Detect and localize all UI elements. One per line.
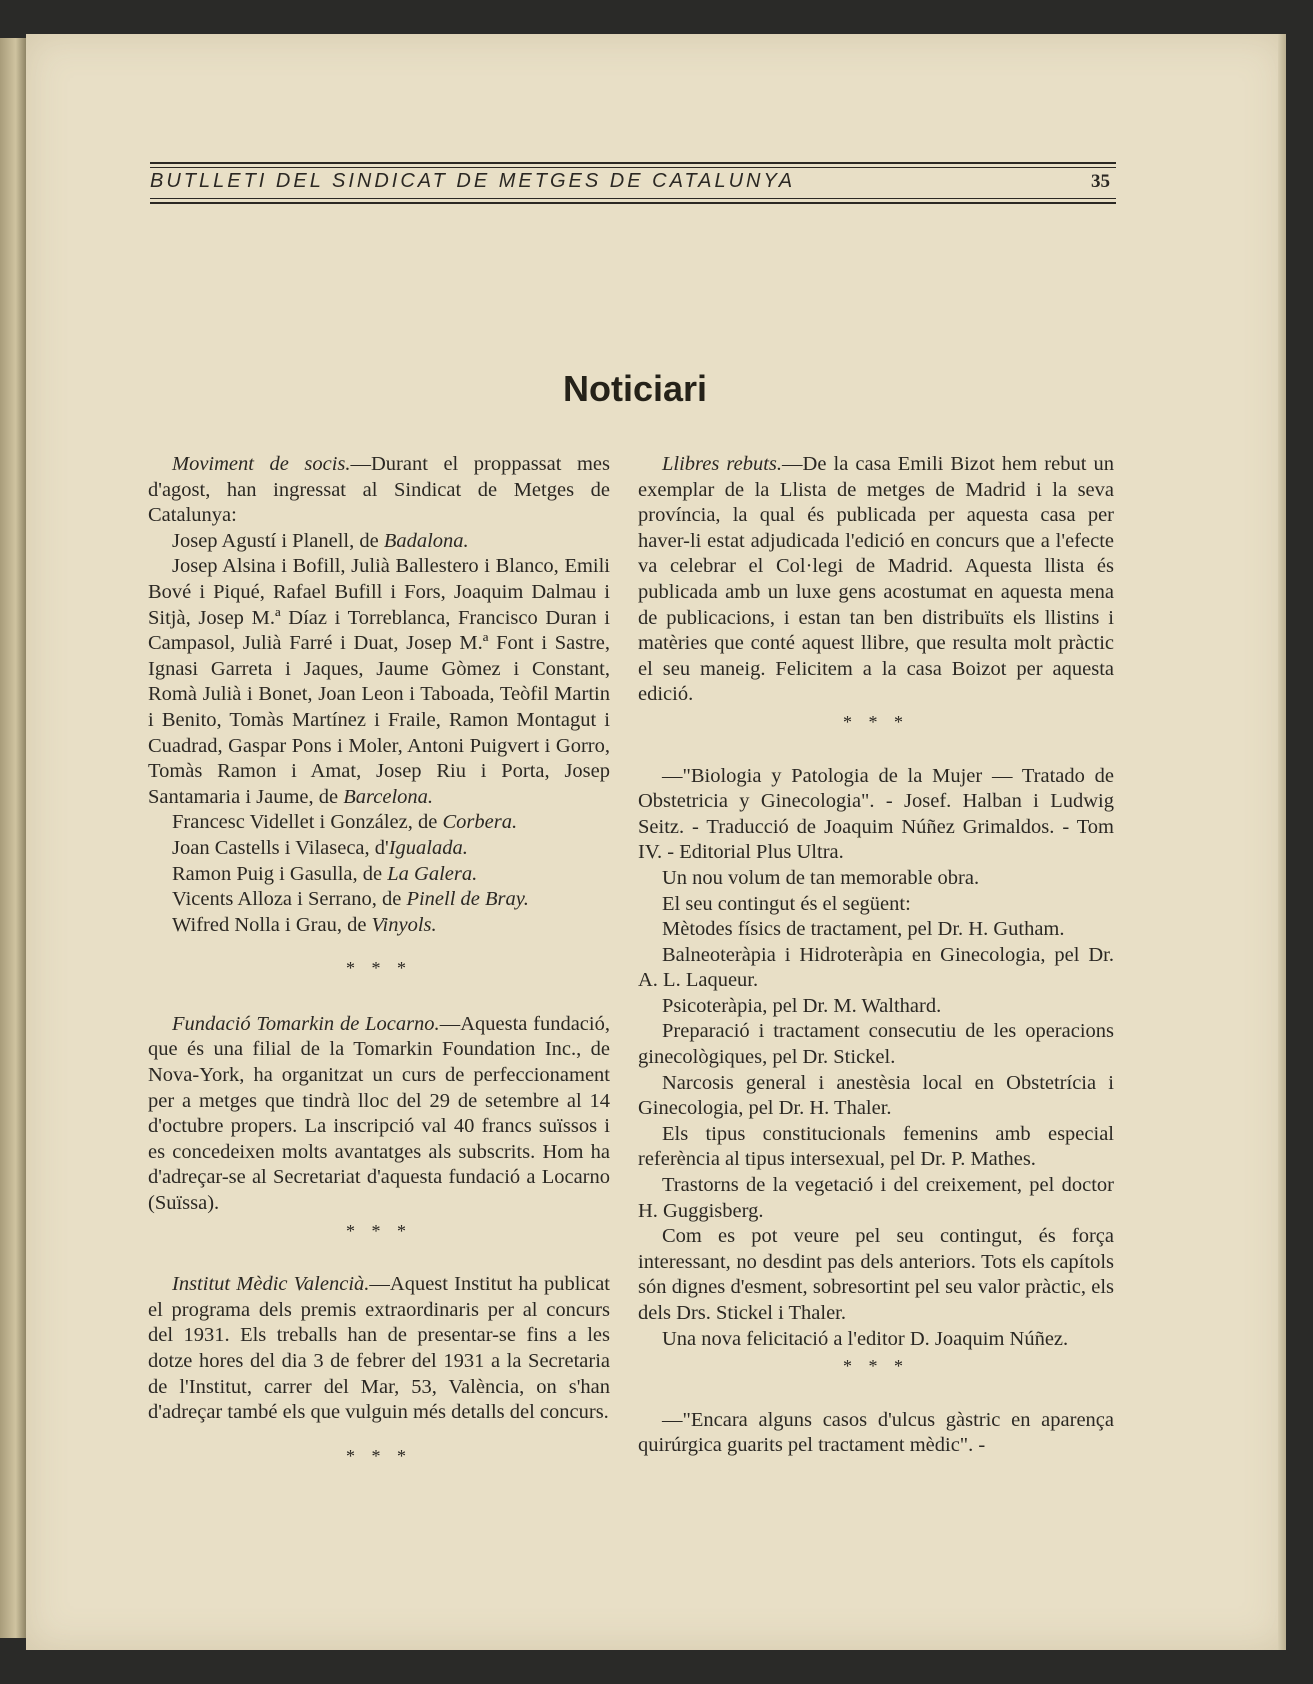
header-rule [150,162,1116,164]
left-column [148,452,610,1499]
section-separator: * * * [843,711,909,732]
header-rule [150,167,1116,168]
member-entry [148,887,610,913]
review-paragraph: Preparació i tractament consecutiu de les operacions ginecològiques, pel Dr. Stickel. [638,1020,1114,1069]
header-rule [150,202,1116,204]
member-place: Badalona. [383,529,469,552]
member-names: Josep Agustí i Planell, de [172,529,384,552]
adjacent-page-edge [0,38,26,1638]
member-place: Corbera. [442,811,518,834]
member-entry [148,862,610,888]
review-paragraph: Trastorns de la vegetació i del creixement, pel doctor H. Guggisberg. [638,1174,1114,1222]
journal-title-text: BUTLLETI DEL SINDICAT DE METGES DE CATALUNYA [150,170,796,192]
member-entry [148,554,610,810]
review-paragraph: Els tipus constitucionals femenins amb especial referència al tipus intersexual, pel Dr. P. Mathes. [638,1122,1114,1171]
member-place: Vinyols. [371,913,437,936]
section-separator: * * * [346,1220,412,1241]
llibres-text: —De la casa Emili Bizot hem rebut un exemplar de la Llista de metges de Madrid i la seva província, la qual és publicada per aquesta casa per haver-li estat adjudicada l'edició en concurs que a l'efecte va celebrar el Col·legi de Madrid. Aquesta llista és publicada amb un luxe gens acostumat en aquesta mena de publicacions, i estan tan ben distribuïts els llistins i matèries que conté aquest llibre, que resulta molt pràctic el seu maneig. Felicitem a la casa Boizot per aquesta edició. [638,453,1115,706]
right-column [638,452,1114,1459]
review-paragraph: Balneoteràpia i Hidroteràpia en Ginecologia, pel Dr. A. L. Laqueur. [638,943,1114,992]
header-rule [150,198,1116,199]
member-names: Joan Castells i Vilaseca, d' [172,836,389,859]
institut-lead: Institut Mèdic Valencià. [172,1273,370,1296]
section-title: Noticiari [562,368,708,409]
member-names: Wifred Nolla i Grau, de [172,913,372,936]
review-paragraph: Mètodes físics de tractament, pel Dr. H. Gutham. [662,918,1065,941]
member-entry [148,836,610,862]
biologia-citation: —"Biologia y Patologia de la Mujer — Tratado de Obstetricia y Ginecologia". - Josef. Halban i Ludwig Seitz. - Traducció de Joaquim Núñez Grimaldos. - Tom IV. - Editorial Plus Ultra. [638,764,1114,864]
member-names: Ramon Puig i Gasulla, de [172,862,388,885]
member-entry [148,810,610,836]
journal-title [150,170,1110,193]
fundacio-text: —Aquesta fundació, que és una filial de la Tomarkin Foundation Inc., de Nova-York, ha organitzat un curs de perfeccionament per a metges que tindrà lloc del 29 de setembre al 14 d'octubre propers. La inscripció val 40 francs suïssos i es concedeixen molts avantatges als subscrits. Hom ha d'adreçar-se al Secretariat d'aquesta fundació a Locarno (Suïssa). [148,1012,610,1215]
fundacio-paragraph [148,1012,610,1217]
member-place: Pinell de Bray. [406,888,529,911]
page-number: 35 [1091,170,1110,192]
llibres-lead: Llibres rebuts. [662,453,783,475]
member-place: Barcelona. [343,785,434,808]
institut-paragraph [148,1272,610,1426]
moviment-socis-text: —Durant el proppassat mes d'agost, han ingressat al Sindicat de Metges de Catalunya: [148,453,610,527]
llibres-paragraph [638,452,1114,708]
fundacio-lead: Fundació Tomarkin de Locarno. [172,1012,440,1035]
review-paragraph: Com es pot veure pel seu contingut, és força interessant, no desdint pas dels anteriors. Tots els capítols són dignes d'esment, sobresortint pel seu valor pràctic, els dels Drs. Stickel i Thaler. [638,1225,1114,1324]
section-separator: * * * [346,958,412,979]
member-entry [148,913,610,939]
review-paragraph: El seu contingut és el següent: [662,892,911,915]
institut-text: —Aquest Institut ha publicat el programa dels premis extraordinaris per al concurs del 1931. Els treballs han de presentar-se fins a les dotze hores del dia 3 de febrer del 1931 a la Secretaria de l'Institut, carrer del Mar, 53, València, on s'han d'adreçar també els que vulguin més detalls del concurs. [148,1273,610,1424]
review-paragraph: Psicoteràpia, pel Dr. M. Walthard. [662,994,942,1017]
section-separator: * * * [843,1356,909,1377]
review-paragraph: Una nova felicitació a l'editor D. Joaquim Núñez. [662,1327,1069,1350]
page-edge [1278,34,1286,1650]
moviment-socis-lead: Moviment de socis. [172,453,351,475]
member-names: Vicents Alloza i Serrano, de [172,888,407,911]
member-entry [148,529,610,555]
review-paragraph: Narcosis general i anestèsia local en Obstetrícia i Ginecologia, pel Dr. H. Thaler. [638,1071,1114,1120]
journal-page [26,34,1286,1650]
member-names: Josep Alsina i Bofill, Julià Ballestero i Blanco, Emili Bové i Piqué, Rafael Bufill i Fors, Joaquim Dalmau i Sitjà, Josep M.ª Díaz i Torreblanca, Francisco Duran i Campasol, Julià Farré i Duat, Josep M.ª Font i Sastre, Ignasi Garreta i Jaques, Jaume Gòmez i Constant, Romà Julià i Bonet, Joan Leon i Taboada, Teòfil Martin i Benito, Tomàs Martínez i Fraile, Ramon Montagut i Cuadrad, Gaspar Pons i Moler, Antoni Puigvert i Gorro, Tomàs Ramon i Amat, Josep Riu i Porta, Josep Santamaria i Jaume, de [148,555,610,808]
moviment-socis-paragraph [148,452,610,529]
review-paragraph: Un nou volum de tan memorable obra. [662,866,980,889]
member-names: Francesc Videllet i González, de [172,811,443,834]
encara-citation: —"Encara alguns casos d'ulcus gàstric en aparença quirúrgica guarits pel tractament mèdic". - [638,1408,1114,1457]
section-separator: * * * [346,1445,412,1466]
member-place: Igualada. [388,836,468,859]
member-place: La Galera. [387,862,478,885]
